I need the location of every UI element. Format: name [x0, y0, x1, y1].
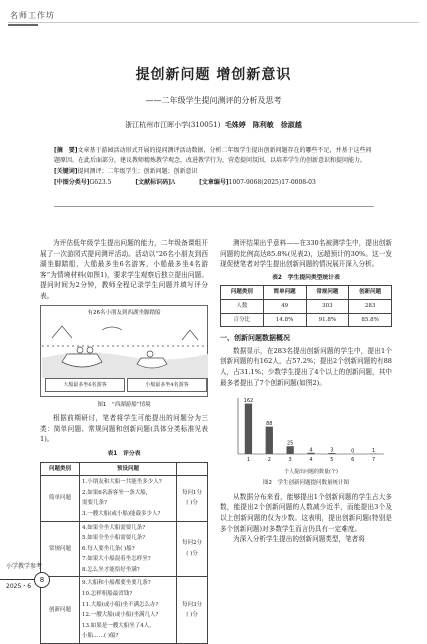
- table-header: 常规问题: [306, 286, 349, 300]
- table-header: 问题类别: [41, 462, 80, 476]
- table-item: 小船……( )船?: [82, 631, 174, 642]
- table-cell: 49: [263, 299, 306, 313]
- table-item: 4.如果全坐大船需要几条?: [82, 523, 174, 534]
- paragraph: 测评结果出乎意料——在330名被测学生中，提出创新问题的比例高达85.8%(见表2)，远超预计的30%。这一发现促使笔者对学生提出创新问题的情况展开深入分析。: [220, 238, 392, 270]
- boat-scene-illustration: [42, 318, 208, 378]
- x-tick-label: 4: [309, 457, 312, 463]
- header-rule-accent: [8, 24, 38, 26]
- table-2-caption: 表2 学生提问类型统计表: [220, 273, 392, 284]
- creative-question-bar-chart: [220, 392, 392, 476]
- table-cell: 283: [349, 299, 392, 313]
- bar-value-label: 0: [351, 449, 354, 455]
- paragraph: 为评估低年级学生提出问题的能力，二年级备课组开展了一次游园式提问测评活动。活动以“26名小朋友到西湖坐脚踏船，大船最多坐6名游客，小船最多坐4名游客”为情境材料(如图1)，要求学生观察后独立提出问题。提问时间为2分钟，教师全程记录学生问题并填写评分表。: [40, 238, 208, 302]
- table-cell-score: 每问3分 ( )分: [177, 577, 208, 644]
- article-subtitle: ——二年级学生提问测评的分析及思考: [0, 95, 427, 106]
- article-title: 提创新问题 增创新意识: [0, 64, 427, 84]
- bar: [245, 404, 252, 454]
- table-row: [221, 299, 392, 313]
- paragraph: 从数据分布来看，能够提出1个创新问题的学生占大多数，能提出2个创新问题的人数减少近半，而能提出3个及以上创新问题的仅为少数。这表明，提出创新问题(特别是多个创新问题)对多数学生而言仍具有一定难度。: [220, 492, 392, 534]
- table-cell: 百分比: [221, 313, 264, 327]
- paragraph: 根据前期研讨，笔者将学生可能提出的问题分为三类：简单问题、常规问题和创新问题(具体分类标准见表1)。: [40, 413, 208, 445]
- figure-2-caption: 图2 学生创新问题提问数量统计图: [220, 478, 392, 489]
- figure-1-caption: 图1 “西湖游船”情境: [40, 400, 208, 411]
- table-item: 12.一艘大船(或小船)坐满几人?: [82, 610, 174, 621]
- x-tick-label: 7: [372, 457, 375, 463]
- figure-1: [40, 305, 208, 397]
- author-names: 毛姝婷 陈利敏 徐淑越: [225, 121, 302, 129]
- bar-value-label: 4: [309, 447, 312, 453]
- table-cell: 303: [306, 299, 349, 313]
- table-header: 简单问题: [263, 286, 306, 300]
- keywords-label: [关键词]: [54, 168, 78, 175]
- header-rule: [8, 22, 419, 23]
- right-column: [220, 238, 392, 545]
- bar-value-label: 162: [244, 398, 254, 404]
- table-row: [41, 476, 208, 521]
- figure-1-title: 有26名小朋友到西湖坐脚踏船: [41, 308, 207, 319]
- table-header: [177, 462, 208, 476]
- table-item: 3.一艘大船(或小船)能载多少人?: [82, 509, 174, 520]
- paragraph: 为深入分析学生提出的创新问题类型，笔者将: [220, 534, 392, 545]
- clc-value: G623.5: [90, 179, 112, 186]
- article-id-label: [文章编号]: [199, 179, 229, 186]
- table-header: 创新问题: [349, 286, 392, 300]
- doc-code-label: [文献标识码]: [135, 179, 171, 186]
- figure-1-small-boat-label: 小船最多坐4名游客: [127, 378, 207, 392]
- table-item: 7.如果大小船混着坐怎样坐?: [82, 554, 174, 565]
- section-heading: 一、创新问题数据概况: [220, 333, 392, 344]
- table-item: 1.小朋友和大船一共能坐多少人?: [82, 477, 174, 488]
- table-cell: 人数: [221, 299, 264, 313]
- x-tick-label: 2: [268, 457, 271, 463]
- abstract-text: 文章基于游园活动形式开展的提问测评活动数据，分析二年级学生提出创新问题存在的哪些不足，并基于这些问题原因。在此后面部分，建议教师精炼教学观念，改进教学行为，营造提问氛围，以培养学生的创新意识和提问能力。: [54, 147, 372, 164]
- question-type-table: [220, 285, 392, 327]
- page-number: 8: [34, 572, 50, 588]
- journal-issue: 2025・6: [6, 582, 42, 592]
- table-header: 问题类别: [221, 286, 264, 300]
- bar-value-label: 3: [330, 448, 333, 454]
- table-item: 11.大船(或小船)坐不满怎么办?: [82, 600, 174, 611]
- abstract-label: [摘 要]: [54, 147, 78, 154]
- table-item: 10.怎样租船最省钱?: [82, 589, 174, 600]
- keywords: 提问测评；二年级学生；创新问题；创新意识: [78, 168, 198, 175]
- table-item: 需要几条?: [82, 498, 174, 509]
- table-item: 9.大船和小船都要坐要几条?: [82, 578, 174, 589]
- figure-1-big-boat-label: 大船最多坐6名游客: [45, 378, 125, 392]
- table-item: 5.如果全坐小船需要几条?: [82, 533, 174, 544]
- table-cell: 14.8%: [263, 313, 306, 327]
- table-row: [221, 313, 392, 327]
- bar-value-label: 25: [287, 441, 293, 447]
- table-header: 预设问题: [80, 462, 177, 476]
- table-cell-category: 简单问题: [41, 476, 80, 521]
- table-item: 6.每人要坐几条( )船?: [82, 544, 174, 555]
- x-tick-label: 3: [289, 457, 292, 463]
- table-row: [41, 577, 208, 644]
- x-axis-label: 个人提出问题的数量(个): [284, 468, 338, 475]
- table-item: 13.如果是一艘大船坐了4人，: [82, 621, 174, 632]
- table-cell-score: 每问1分 ( )分: [177, 476, 208, 521]
- table-item: 8.怎么坐才能恰好坐满?: [82, 565, 174, 576]
- x-tick-label: 5: [330, 457, 333, 463]
- author-affiliation: 浙江杭州市江晖小学(310051): [125, 121, 220, 129]
- authors: [0, 120, 427, 130]
- left-column: [40, 238, 208, 644]
- paragraph: 数据显示，在283名提出创新问题的学生中，提出1个创新问题的有162人，占57.2%；提出2个创新问题的有88人，占31.1%；少数学生提出了4个以上的创新问题，其中最多者提出了7个创新问题(如图2)。: [220, 346, 392, 388]
- table-cell-score: 每问2分 ( )分: [177, 521, 208, 577]
- table-cell-category: 创新问题: [41, 577, 80, 644]
- table-cell: 85.8%: [349, 313, 392, 327]
- abstract-block: [54, 146, 374, 188]
- scoring-table: [40, 462, 208, 644]
- section-label: 名师工作坊: [10, 10, 55, 21]
- bar-value-label: 88: [266, 421, 272, 427]
- table-row: [41, 521, 208, 577]
- bar: [286, 446, 293, 454]
- x-tick-label: 6: [351, 457, 354, 463]
- table-cell-category: 常规问题: [41, 521, 80, 577]
- clc-label: [中图分类号]: [54, 179, 90, 186]
- bar-value-label: 1: [372, 448, 375, 454]
- doc-code-value: A: [171, 179, 175, 186]
- abstract-divider: [54, 206, 374, 207]
- journal-name: 小学教学参考: [6, 562, 42, 572]
- footer-rule: [0, 579, 38, 580]
- table-item: 2.如果6名游客坐一条大船，: [82, 488, 174, 499]
- bar: [266, 427, 273, 454]
- article-id-value: 1007-9068(2025)17-0008-03: [229, 179, 316, 186]
- table-1-caption: 表1 评分表: [40, 449, 208, 460]
- x-tick-label: 1: [247, 457, 250, 463]
- table-cell: 91.8%: [306, 313, 349, 327]
